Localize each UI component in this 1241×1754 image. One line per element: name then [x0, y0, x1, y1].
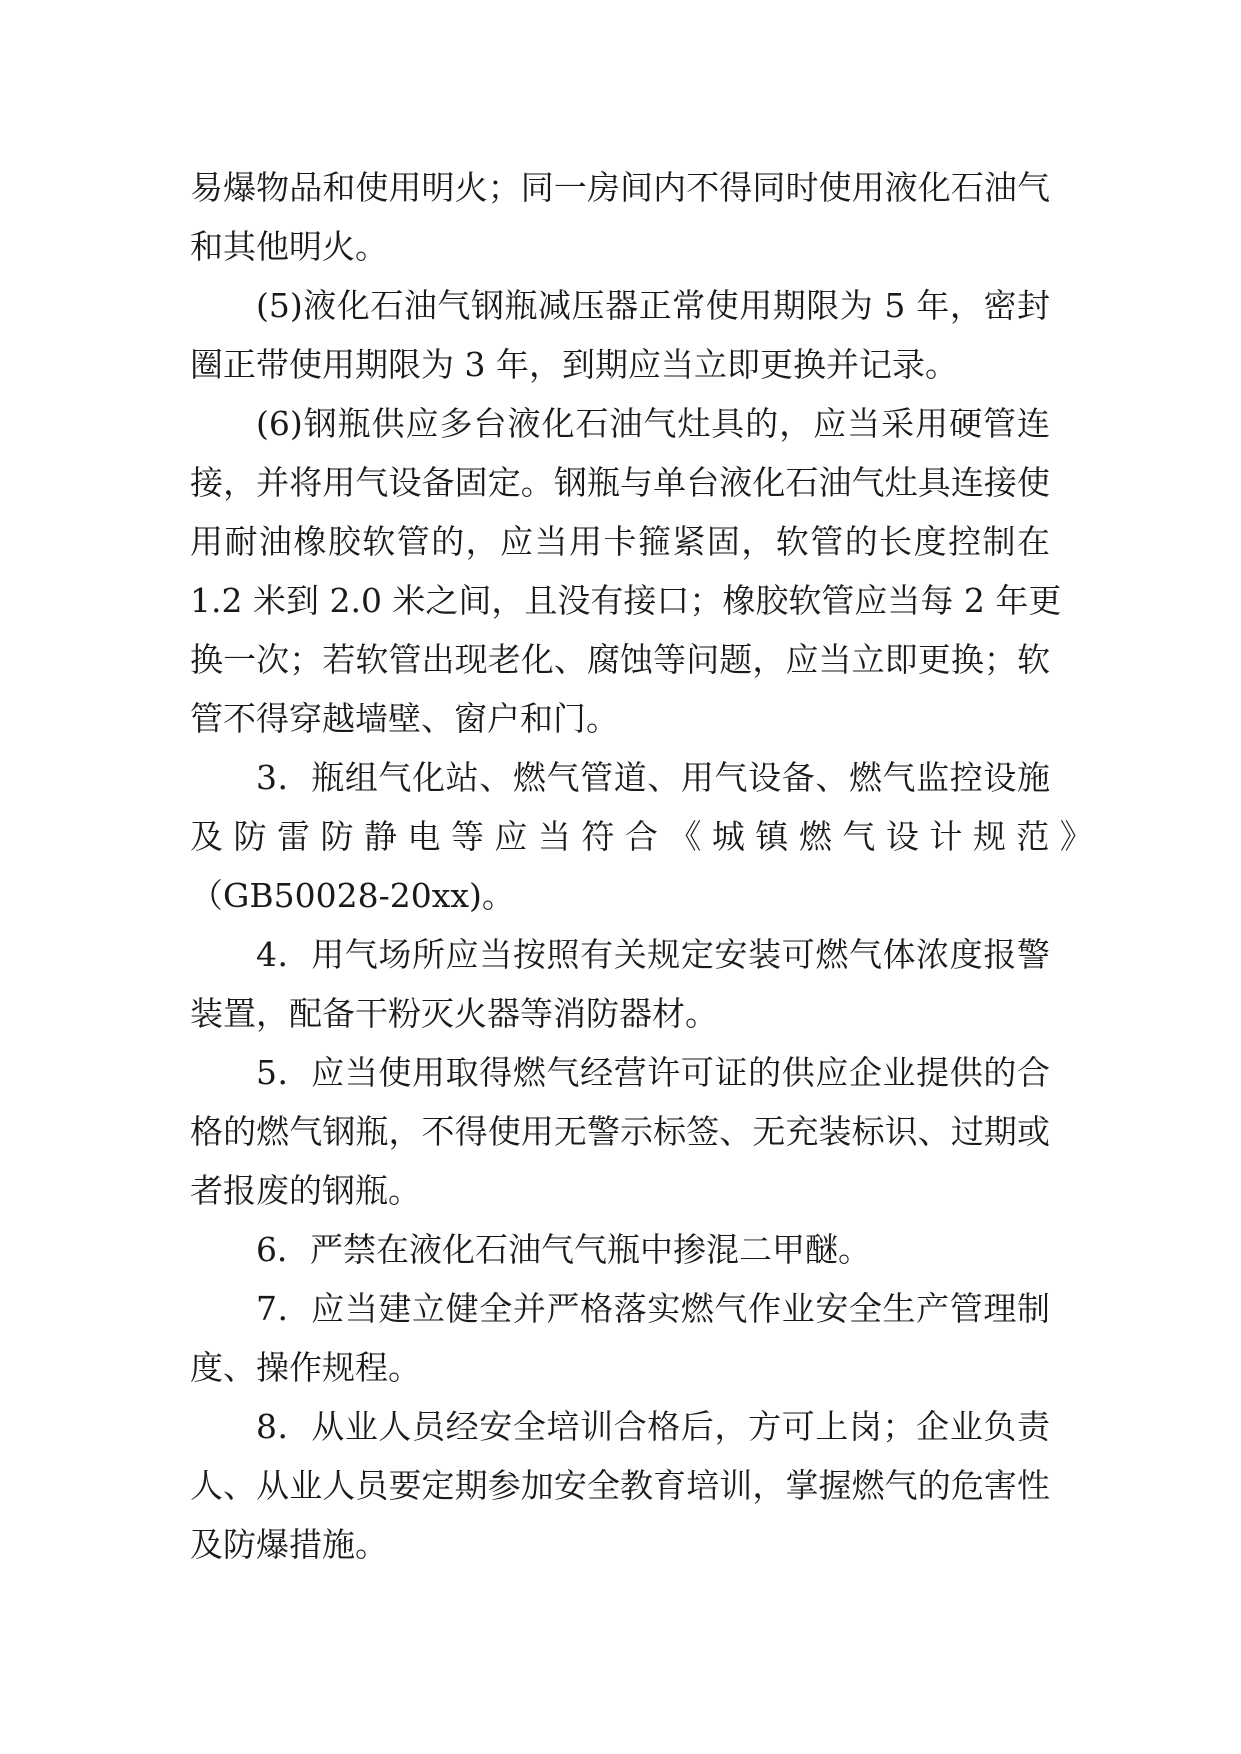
- item-6b-line: 6．严禁在液化石油气气瓶中掺混二甲醚。: [256, 1230, 871, 1269]
- text-line: 圈正带使用期限为 3 年，到期应当立即更换并记录。: [190, 345, 958, 384]
- text-line: 者报废的钢瓶。: [190, 1171, 421, 1210]
- text-line: 用耐油橡胶软管的，应当用卡箍紧固，软管的长度控制在: [190, 522, 1050, 561]
- text-line: 及防爆措施。: [190, 1525, 388, 1564]
- text-line: （GB50028-20xx)。: [190, 876, 515, 915]
- text-line: 及 防 雷 防 静 电 等 应 当 符 合 《 城 镇 燃 气 设 计 规 范 》: [190, 817, 1093, 856]
- item-5-line: (5)液化石油气钢瓶减压器正常使用期限为 5 年，密封: [256, 286, 1050, 325]
- text-line: 格的燃气钢瓶，不得使用无警示标签、无充装标识、过期或: [190, 1112, 1050, 1151]
- item-8-line: 8．从业人员经安全培训合格后，方可上岗；企业负责: [256, 1407, 1050, 1446]
- text-line: 1.2 米到 2.0 米之间，且没有接口；橡胶软管应当每 2 年更: [190, 581, 1062, 620]
- text-line: 管不得穿越墙壁、窗户和门。: [190, 699, 619, 738]
- text-line: 换一次；若软管出现老化、腐蚀等问题，应当立即更换；软: [190, 640, 1050, 679]
- text-line: 度、操作规程。: [190, 1348, 421, 1387]
- text-line: 和其他明火。: [190, 227, 388, 266]
- item-6-line: (6)钢瓶供应多台液化石油气灶具的，应当采用硬管连: [256, 404, 1050, 443]
- item-4-line: 4．用气场所应当按照有关规定安装可燃气体浓度报警: [256, 935, 1050, 974]
- text-line: 装置，配备干粉灭火器等消防器材。: [190, 994, 718, 1033]
- item-7-line: 7．应当建立健全并严格落实燃气作业安全生产管理制: [256, 1289, 1050, 1328]
- item-3-line: 3．瓶组气化站、燃气管道、用气设备、燃气监控设施: [256, 758, 1050, 797]
- text-line: 易爆物品和使用明火；同一房间内不得同时使用液化石油气: [190, 168, 1050, 207]
- document-body: [190, 158, 1093, 1574]
- text-line: 接，并将用气设备固定。钢瓶与单台液化石油气灶具连接使: [190, 463, 1050, 502]
- item-5b-line: 5．应当使用取得燃气经营许可证的供应企业提供的合: [256, 1053, 1050, 1092]
- text-line: 人、从业人员要定期参加安全教育培训，掌握燃气的危害性: [190, 1466, 1050, 1505]
